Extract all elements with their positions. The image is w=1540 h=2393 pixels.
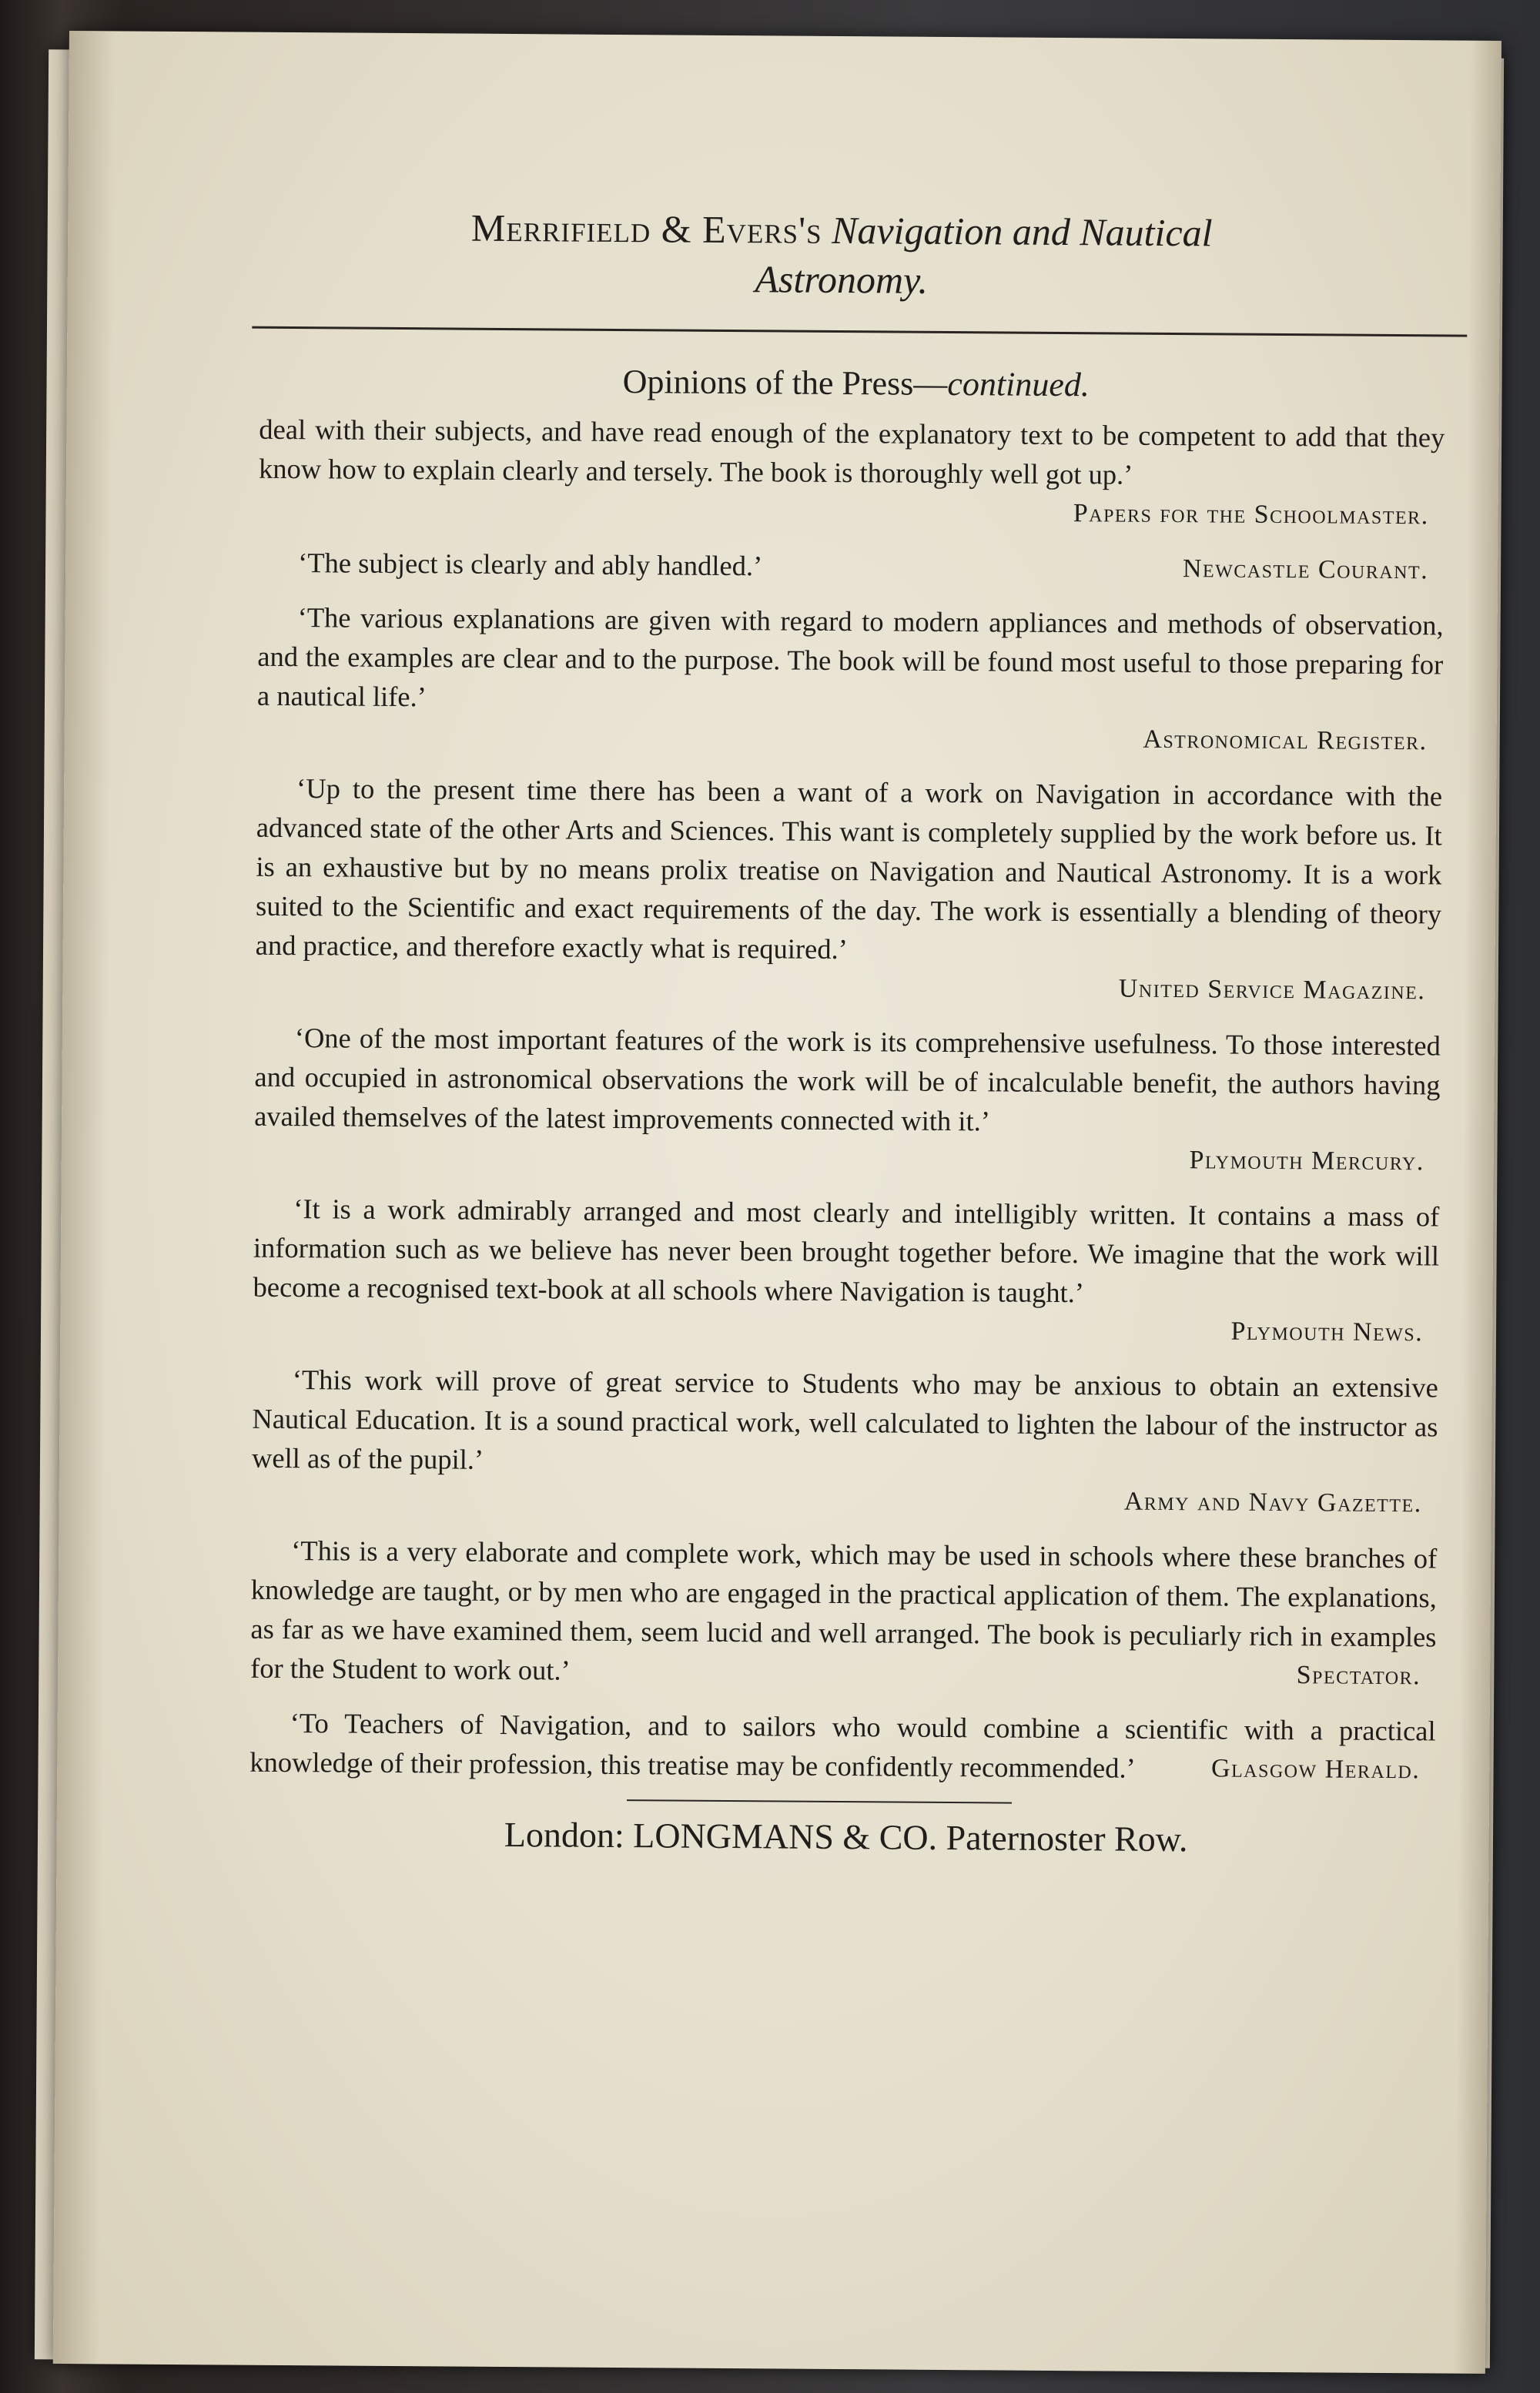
review-source: Newcastle Courant. <box>1182 554 1429 585</box>
review-item <box>250 1531 1437 1696</box>
review-text: ‘One of the most important features of the work is its comprehensive usefulness. To those interested and occupied in astronomical observations the work will be of incalculable benefit, the authors having availed themselves of the latest improvements connected with it.’ <box>254 1022 1441 1137</box>
review-source: Plymouth News. <box>1230 1317 1424 1347</box>
review-text: ‘The various explanations are given with regard to modern appliances and methods of observation, and the examples are clear and to the purpose. The book will be found most useful to those preparing for a nautical life.’ <box>256 601 1444 713</box>
heading-title: Navigation and Nautical <box>831 208 1213 255</box>
review-text: ‘It is a work admirably arranged and most clearly and intelligibly written. It contains a mass of information such as we believe has never been brought together before. We imagine that the work will become a recognised text-book at all schools where Navigation is taught.’ <box>253 1193 1440 1309</box>
review-text: ‘This work will prove of great service to Students who may be anxious to obtain an extensive Nautical Education. It is a sound practical work, well calculated to lighten the labour of the instructor as well as of the pupil.’ <box>251 1364 1438 1475</box>
publisher-imprint: London: LONGMANS & CO. Paternoster Row. <box>504 1815 1188 1859</box>
page-heading <box>237 202 1447 309</box>
heading-title-line2: Astronomy. <box>755 257 929 302</box>
review-source: Astronomical Register. <box>1143 725 1428 756</box>
page-content <box>226 32 1447 1862</box>
subheading-label: Opinions of the Press— <box>622 363 948 403</box>
subheading-continued: continued. <box>947 364 1090 404</box>
heading-rule <box>252 326 1467 337</box>
review-item <box>258 543 1444 591</box>
review-item <box>254 1018 1441 1182</box>
review-text: ‘Up to the present time there has been a want of a work on Navigation in accordance with the advanced state of the other Arts and Sciences. This want is completely supplied by the work before us. It is an exhaustive but by no means prolix treatise on Navigation and Nautical Astronomy. It is a work suited to the Scientific and exact requirements of the day. The work is essentially a blending of theory and practice, and therefore exactly what is required.’ <box>255 772 1443 966</box>
footer-rule <box>627 1799 1012 1803</box>
review-item <box>256 597 1443 761</box>
review-source: Papers for the Schoolmaster. <box>1073 499 1429 530</box>
heading-authors: Merrifield & Evers's <box>470 206 822 252</box>
opinions-subheading <box>267 360 1445 407</box>
review-source: Plymouth Mercury. <box>1189 1146 1424 1176</box>
reviews-list <box>249 410 1445 1790</box>
review-text: ‘The subject is clearly and ably handled.’ <box>298 547 763 582</box>
review-source: Army and Navy Gazette. <box>1123 1487 1422 1518</box>
review-item <box>255 768 1442 1011</box>
review-text: deal with their subjects, and have read enough of the explanatory text to be competent to add that they know how to explain clearly and tersely. The book is thoroughly well got up.’ <box>258 413 1445 490</box>
review-item <box>249 1703 1436 1790</box>
review-text: ‘This is a very elaborate and complete work, which may be used in schools where these branches of knowledge are taught, or by men who are engaged in the practical application of them. The explanations, as far as we have examined them, seem lucid and well arranged. The book is peculiarly rich in examples for the Student to work out.’ <box>250 1535 1438 1686</box>
advertisement-page <box>53 31 1502 2374</box>
review-source: Glasgow Herald. <box>1210 1754 1421 1785</box>
review-source: Spectator. <box>1296 1661 1421 1691</box>
review-item <box>253 1189 1439 1353</box>
review-source: United Service Magazine. <box>1118 974 1426 1006</box>
review-text: ‘To Teachers of Navigation, and to sailors who would combine a scientific with a practical knowledge of their profession, this treatise may be confidently recommended.’ <box>249 1707 1436 1784</box>
review-item <box>252 1360 1438 1524</box>
review-item <box>259 410 1445 536</box>
